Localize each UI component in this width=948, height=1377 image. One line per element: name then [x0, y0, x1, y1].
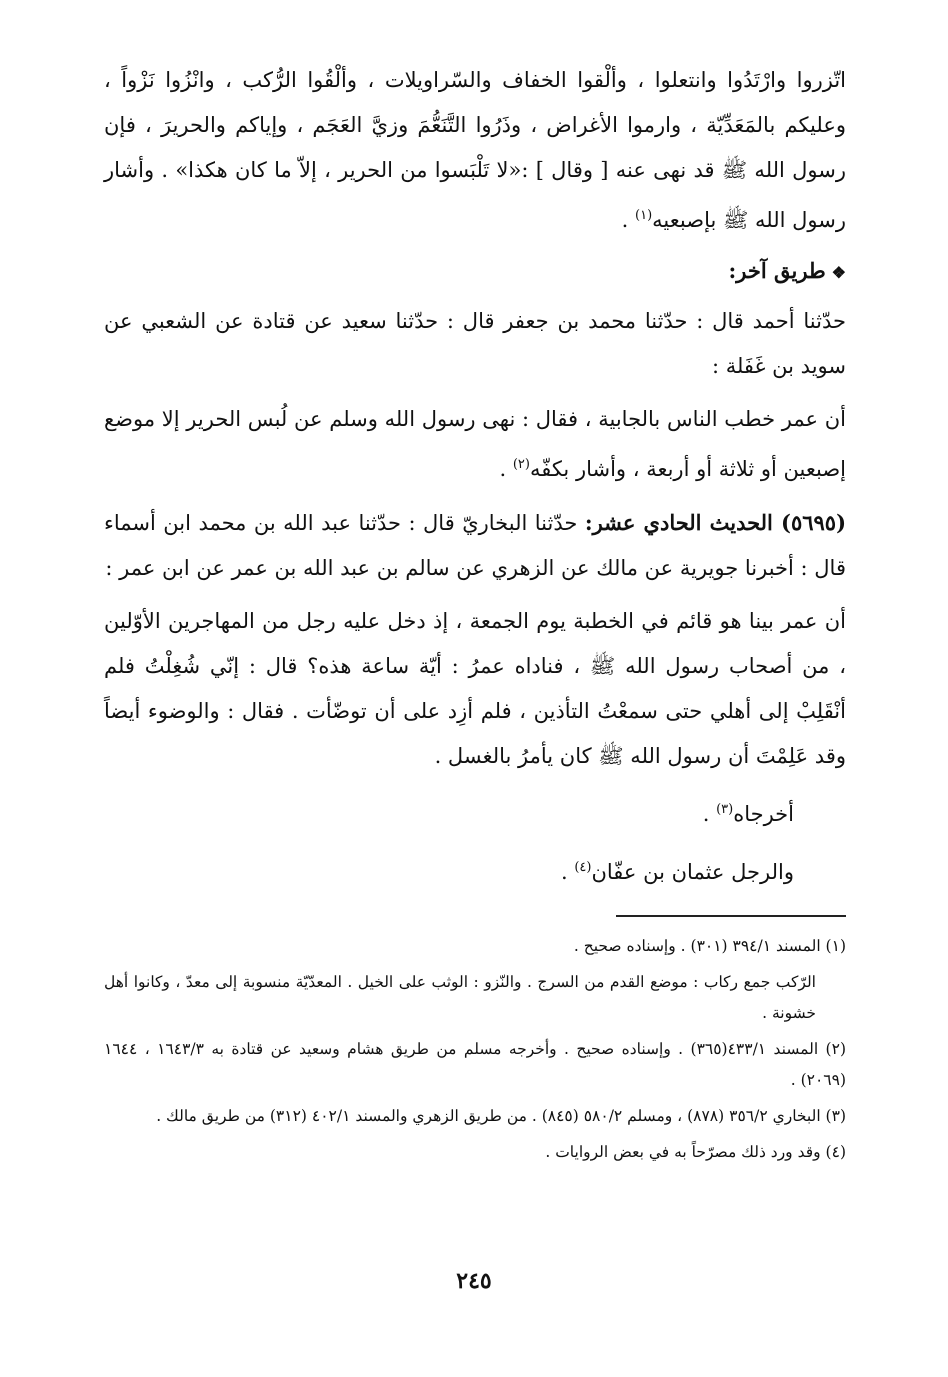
footnote-2: (٢) المسند ٤٣٣/١(٣٦٥) . وإسناده صحيح . وأخرجه مسلم من طريق هشام وسعيد عن قتادة به ١٦٤٣/٣ ، ١٦٤٤ (٢٠٦٩) . [104, 1040, 846, 1089]
hadith-title: (٥٦٩٥) الحديث الحادي عشر: [584, 510, 846, 535]
paragraph-1-text: اتّزروا وارْتَدُوا وانتعلوا ، وألْقوا الخفاف والسّراويلات ، وألْقُوا الرُّكب ، وانْزُوا نَزْواً ، وعليكم بالمَعَدِّيّة ، وارموا الأغراض ، وذَرُوا التَّنَعُّمَ وزيَّ العَجَم ، وإياكم والحريرَ ، فإن رسول الله ﷺ قد نهى عنه [ وقال ] :«لا تَلْبَسوا من الحرير ، إلاّ ما كان هكذا» . وأشار رسول الله ﷺ بإصبعيه [104, 68, 846, 232]
paragraph-6-text: أخرجاه [733, 802, 794, 826]
section-heading [104, 251, 846, 293]
footnote-1-gloss: الرّكب جمع ركاب : موضع القدم من السرج . والنّزو : الوثب على الخيل . المعدّيّة منسوبة إلى معدّ ، وكانوا أهل خشونة . [104, 973, 816, 1022]
footnote-ref-2: (٢) [512, 457, 530, 472]
paragraph-3-end: . [499, 457, 513, 481]
paragraph-3-text: أن عمر خطب الناس بالجابية ، فقال : نهى رسول الله وسلم عن لُبس الحرير إلا موضع إصبعين أو ثلاثة أو أربعة ، وأشار بكفّه [104, 407, 846, 481]
paragraph-5-text: أن عمر بينا هو قائم في الخطبة يوم الجمعة ، إذ دخل عليه رجل من المهاجرين الأوّلين ، من أصحاب رسول الله ﷺ ، فناداه عمرُ : أيّة ساعة هذه؟ قال : إنّي شُغِلْتُ فلم أنْقَلِبْ إلى أهلي حتى سمعْتُ التأذين ، فلم أزِد على أن توضّأت . فقال : والوضوء أيضاً وقد عَلِمْتَ أن رسول الله ﷺ كان يأمرُ بالغسل . [104, 609, 846, 768]
footnote-4: (٤) وقد ورد ذلك مصرّحاً به في بعض الروايات . [545, 1143, 846, 1161]
paragraph-6 [104, 787, 846, 837]
paragraph-2 [104, 299, 846, 389]
paragraph-7-text: والرجل عثمان بن عفّان [591, 860, 794, 884]
paragraph-7 [104, 845, 846, 895]
paragraph-4 [104, 500, 846, 591]
footnotes [104, 931, 846, 1168]
footnote-ref-4: (٤) [574, 860, 592, 875]
paragraph-4-text: حدّثنا البخاريّ قال : حدّثنا عبد الله بن محمد ابن أسماء قال : أخبرنا جويرية عن مالك عن الزهري عن سالم بن عبد الله بن عمر عن ابن عمر : [104, 511, 846, 580]
diamond-bullet-icon: ❖ [831, 263, 846, 282]
paragraph-3 [104, 397, 846, 492]
page-number: ٢٤٥ [456, 1268, 492, 1294]
paragraph-2-text: حدّثنا أحمد قال : حدّثنا محمد بن جعفر قال : حدّثنا سعيد عن قتادة عن الشعبي عن سويد بن غَفَلة : [104, 309, 846, 378]
footnote-1: (١) المسند ٣٩٤/١ (٣٠١) . وإسناده صحيح . [573, 937, 846, 955]
paragraph-7-end: . [560, 860, 575, 884]
footnote-3: (٣) البخاري ٣٥٦/٢ (٨٧٨) ، ومسلم ٥٨٠/٢ (٨٤٥) . من طريق الزهري والمسند ٤٠٢/١ (٣١٢) من طريق مالك . [156, 1107, 846, 1125]
footnote-ref-3: (٣) [716, 802, 734, 817]
paragraph-1-end: . [621, 208, 636, 232]
footnote-ref-1: (١) [635, 208, 653, 223]
paragraph-5 [104, 599, 846, 779]
section-heading-text: طريق آخر: [728, 258, 826, 283]
page-body [104, 58, 846, 1173]
paragraph-6-end: . [702, 802, 717, 826]
paragraph-1 [104, 58, 846, 243]
footnote-divider [616, 915, 846, 917]
